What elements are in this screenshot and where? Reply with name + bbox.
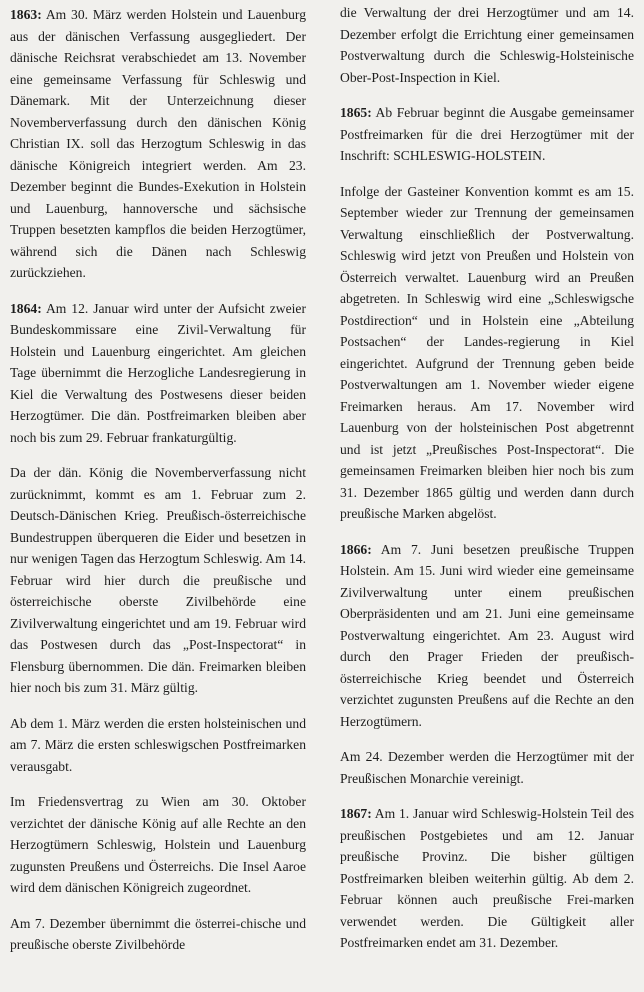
paragraph-1864 xyxy=(10,298,306,449)
left-column xyxy=(10,4,306,970)
paragraph-text: Am 1. Januar wird Schleswig-Holstein Teil des preußischen Postgebietes und am 12. Januar preußische Provinz. Die bisher gültigen Postfreimarken bleiben weiterhin gültig. Ab dem 2. Februar können auch preußische Frei-marken verwendet werden. Die Gültigkeit aller Postfreimarken endet am 31. Dezember. xyxy=(340,806,634,950)
paragraph-continued xyxy=(340,2,634,88)
year-label: 1864: xyxy=(10,300,42,316)
paragraph-text: Ab dem 1. März werden die ersten holsteinischen und am 7. März die ersten schleswigschen Postfreimarken verausgabt. xyxy=(10,715,306,774)
paragraph-dezember xyxy=(10,913,306,956)
paragraph-freimarken xyxy=(10,713,306,778)
paragraph-text: Am 7. Juni besetzen preußische Truppen Holstein. Am 15. Juni wird wieder eine gemeinsame Zivilverwaltung unter einem preußischen Oberpräsidenten und am 21. Juni eine gemeinsame Postverwaltung eingerichtet. Am 23. August wird durch den Prager Frieden der preußisch-österreichische Krieg beendet und Österreich verzichtet zugunsten Preußens auf die Rechte an den Herzogtümern. xyxy=(340,541,634,729)
paragraph-1866 xyxy=(340,539,634,733)
year-label: 1867: xyxy=(340,806,372,821)
paragraph-text: Im Friedensvertrag zu Wien am 30. Oktober verzichtet der dänische König auf alle Rechte an den Herzogtümern Schleswig, Holstein und Lauenburg zugunsten Preußens und Österreichs. Die Insel Aaroe wird dem dänischen Königreich zugeordnet. xyxy=(10,794,306,895)
paragraph-text: Am 12. Januar wird unter der Aufsicht zweier Bundeskommissare eine Zivil-Verwaltung für Holstein und Lauenburg eingerichtet. Am gleichen Tage übernimmt die Herzogliche Landesregierung in Kiel die Verwaltung des Postwesens dieser beiden Herzogtümer. Die dän. Postfreimarken bleiben aber noch bis zum 29. Februar frankaturgültig. xyxy=(10,300,306,445)
paragraph-text: Da der dän. König die Novemberverfassung nicht zurücknimmt, kommt es am 1. Februar zum 2. Deutsch-Dänischen Krieg. Preußisch-österreichische Bundestruppen überqueren die Eider und besetzen in nur wenigen Tagen das Herzogtum Schleswig. Am 14. Februar wird hier durch die preußische und österreichische oberste Zivilbehörde eine Zivilverwaltung eingerichtet und am 19. Februar wird das Postwesen durch das „Post-Inspectorat“ in Flensburg übernommen. Die dän. Freimarken bleiben hier noch bis zum 31. März gültig. xyxy=(10,465,306,695)
paragraph-gastein xyxy=(340,181,634,525)
year-label: 1865: xyxy=(340,105,372,120)
paragraph-text: Am 30. März werden Holstein und Lauenburg aus der dänischen Verfassung ausgegliedert. Der dänische Reichsrat verabschiedet am 13. November eine gemeinsame Verfassung für Schleswig und Dänemark. Mit der Unterzeichnung dieser Novemberverfassung durch den dänischen König Christian IX. soll das Herzogtum Schleswig in das dänische Königreich integriert werden. Am 23. Dezember beginnt die Bundes-Exekution in Holstein und Lauenburg, hannoversche und sächsische Truppen besetzten kampflos die beiden Herzogtümer, während sich die Dänen nach Schleswig zurückziehen. xyxy=(10,7,306,280)
year-label: 1863: xyxy=(10,7,42,22)
year-label: 1866: xyxy=(340,541,372,557)
paragraph-text: Ab Februar beginnt die Ausgabe gemeinsamer Postfreimarken für die drei Herzogtümer mit der Inschrift: SCHLESWIG-HOLSTEIN. xyxy=(340,105,634,163)
right-column xyxy=(340,2,634,968)
paragraph-text: die Verwaltung der drei Herzogtümer und am 14. Dezember erfolgt die Errichtung einer gemeinsamen Postverwaltung durch die Schleswig-Holsteinische Ober-Post-Inspection in Kiel. xyxy=(340,5,634,85)
paragraph-1865 xyxy=(340,102,634,167)
paragraph-monarchie xyxy=(340,746,634,789)
paragraph-krieg xyxy=(10,462,306,699)
paragraph-1867 xyxy=(340,803,634,954)
paragraph-1863 xyxy=(10,4,306,284)
paragraph-text: Am 24. Dezember werden die Herzogtümer mit der Preußischen Monarchie vereinigt. xyxy=(340,749,634,786)
paragraph-text: Infolge der Gasteiner Konvention kommt es am 15. September wieder zur Trennung der gemeinsamen Verwaltung einschließlich der Postverwaltung. Schleswig wird jetzt von Preußen und Holstein von Österreich verwaltet. Lauenburg wird an Preußen abgetreten. In Schleswig wird eine „Schleswigsche Postdirection“ und in Holstein eine „Abteilung Postsachen“ der Landes-regierung in Kiel eingerichtet. Aufgrund der Trennung geben beide Postverwaltungen am 1. November wieder eigene Freimarken heraus. Am 17. November wird Lauenburg von der holsteinischen Post abgetrennt und ist jetzt „Preußisches Post-Inspectorat“. Die gemeinsamen Freimarken bleiben hier noch bis zum 31. Dezember 1865 gültig und werden dann durch preußische Marken abgelöst. xyxy=(340,183,634,521)
paragraph-wien xyxy=(10,791,306,899)
paragraph-text: Am 7. Dezember übernimmt die österrei-chische und preußische oberste Zivilbehörde xyxy=(10,915,306,952)
